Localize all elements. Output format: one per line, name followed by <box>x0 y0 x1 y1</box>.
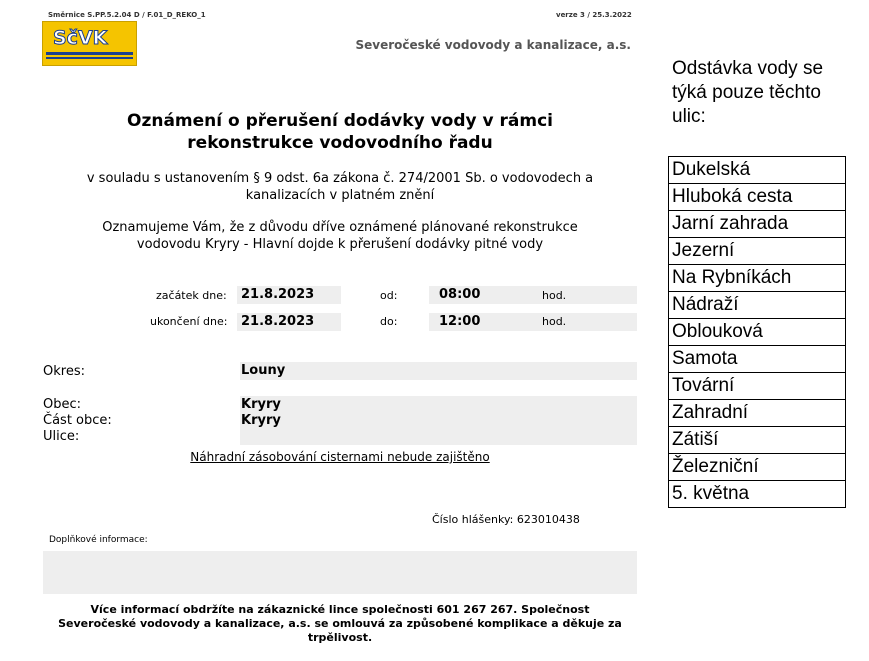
street-row: 5. května <box>669 480 845 507</box>
footer-note: Více informací obdržíte na zákaznické lince společnosti 601 267 267. Společnost Severočeské vodovody a kanalizace, a.s. se omlouvá za způsobené komplikace a děkuje za trpělivost. <box>58 603 622 644</box>
to-label: do: <box>380 315 398 328</box>
street-row: Jezerní <box>669 237 845 264</box>
to-time: 12:00 <box>439 314 481 329</box>
street-row: Tovární <box>669 372 845 399</box>
street-list <box>668 156 846 508</box>
version-label: verze 3 / 25.3.2022 <box>556 11 632 19</box>
cast-obce-value: Kryry <box>241 413 281 428</box>
street-row: Dukelská <box>672 159 751 180</box>
street-row: Hluboká cesta <box>669 183 845 210</box>
company-name: Severočeské vodovody a kanalizace, a.s. <box>355 38 631 52</box>
extra-info-box <box>43 551 637 594</box>
end-label: ukončení dne: <box>150 315 228 328</box>
logo-text: SčVK <box>53 27 108 49</box>
extra-info-label: Doplňkové informace: <box>49 535 148 545</box>
report-number: Číslo hlášenky: 623010438 <box>432 513 580 526</box>
street-row: Samota <box>669 345 845 372</box>
street-row: Oblouková <box>669 318 845 345</box>
okres-value: Louny <box>241 363 286 378</box>
law-reference: v souladu s ustanovením § 9 odst. 6a zákona č. 274/2001 Sb. o vodovodech a kanalizacích v platném znění <box>86 171 594 203</box>
ulice-label: Ulice: <box>43 429 80 444</box>
from-label: od: <box>380 289 398 302</box>
hour-label-end: hod. <box>542 315 567 328</box>
directive-code: Směrnice S.PP.5.2.04 D / F.01_D_REKO_1 <box>48 11 206 19</box>
street-row: Na Rybníkách <box>669 264 845 291</box>
end-date: 21.8.2023 <box>241 314 315 329</box>
obec-label: Obec: <box>43 397 82 412</box>
street-row: Zahradní <box>669 399 845 426</box>
cast-obce-label: Část obce: <box>43 413 112 428</box>
hour-label-start: hod. <box>542 289 567 302</box>
scvk-logo <box>42 21 137 66</box>
streets-heading: Odstávka vody se týká pouze těchto ulic: <box>672 58 824 127</box>
notice-title: Oznámení o přerušení dodávky vody v rámci rekonstrukce vodovodního řadu <box>127 111 553 153</box>
street-row: Nádraží <box>669 291 845 318</box>
supply-note: Náhradní zásobování cisternami nebude zajištěno <box>190 450 490 464</box>
street-row: Zátiší <box>669 426 845 453</box>
okres-label: Okres: <box>43 364 85 379</box>
announcement-text: Oznamujeme Vám, že z důvodu dříve oznámené plánované rekonstrukce vodovodu Kryry - Hlavní dojde k přerušení dodávky pitné vody <box>102 220 578 252</box>
start-date: 21.8.2023 <box>241 287 315 302</box>
from-time: 08:00 <box>439 287 481 302</box>
street-row: Jarní zahrada <box>669 210 845 237</box>
obec-value: Kryry <box>241 397 281 412</box>
start-label: začátek dne: <box>156 289 227 302</box>
street-row: Železniční <box>669 453 845 480</box>
